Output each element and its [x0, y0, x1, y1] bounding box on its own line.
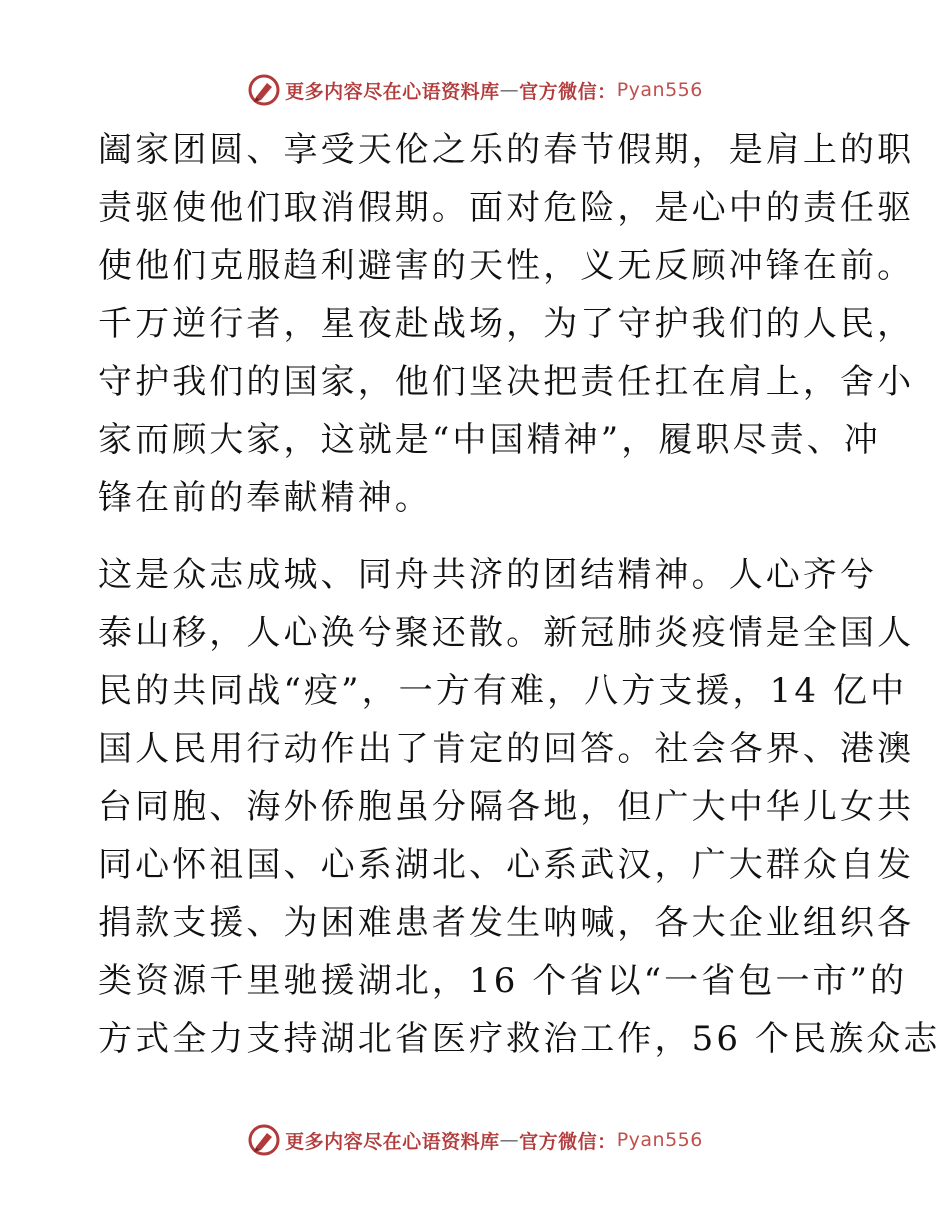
header-wechat-label: 官方微信： — [519, 80, 617, 103]
paragraph-2 — [98, 546, 941, 1068]
footer-separator: — — [499, 1129, 520, 1151]
text-line: 锋在前的奉献精神。 — [98, 478, 432, 518]
text-line: 泰山移，人心涣兮聚还散。新冠肺炎疫情是全国人 — [98, 613, 915, 653]
text-line: 家而顾大家，这就是“中国精神”，履职尽责、冲 — [98, 420, 881, 460]
document-body — [98, 121, 941, 1068]
logo-icon — [247, 1123, 281, 1157]
text-line: 类资源千里驰援湖北，16 个省以“一省包一市”的 — [98, 961, 908, 1001]
text-line: 国人民用行动作出了肯定的回答。社会各界、港澳 — [98, 729, 915, 769]
text-line: 台同胞、海外侨胞虽分隔各地，但广大中华儿女共 — [98, 787, 915, 827]
paragraph-1 — [98, 121, 915, 527]
text-line: 使他们克服趋利避害的天性，义无反顾冲锋在前。 — [98, 246, 915, 286]
text-line: 责驱使他们取消假期。面对危险，是心中的责任驱 — [98, 188, 915, 228]
footer-site-name: 更多内容尽在心语资料库 — [285, 1130, 500, 1153]
text-line: 民的共同战“疫”，一方有难，八方支援，14 亿中 — [98, 671, 908, 711]
footer-banner — [0, 1120, 950, 1160]
footer-wechat-label: 官方微信： — [519, 1130, 617, 1153]
text-line: 阖家团圆、享受天伦之乐的春节假期，是肩上的职 — [98, 130, 915, 170]
footer-wechat-id: Pyan556 — [616, 1129, 703, 1151]
text-line: 守护我们的国家，他们坚决把责任扛在肩上，舍小 — [98, 362, 915, 402]
header-separator: — — [499, 79, 520, 101]
header-site-name: 更多内容尽在心语资料库 — [285, 80, 500, 103]
logo-icon — [247, 73, 281, 107]
text-line: 同心怀祖国、心系湖北、心系武汉，广大群众自发 — [98, 845, 915, 885]
text-line: 这是众志成城、同舟共济的团结精神。人心齐兮 — [98, 555, 878, 595]
text-line: 千万逆行者，星夜赴战场，为了守护我们的人民， — [98, 304, 915, 344]
text-line: 捐款支援、为困难患者发生呐喊，各大企业组织各 — [98, 903, 915, 943]
header-wechat-id: Pyan556 — [616, 79, 703, 101]
text-line: 方式全力支持湖北省医疗救治工作，56 个民族众志 — [98, 1019, 941, 1059]
header-banner — [0, 70, 950, 110]
